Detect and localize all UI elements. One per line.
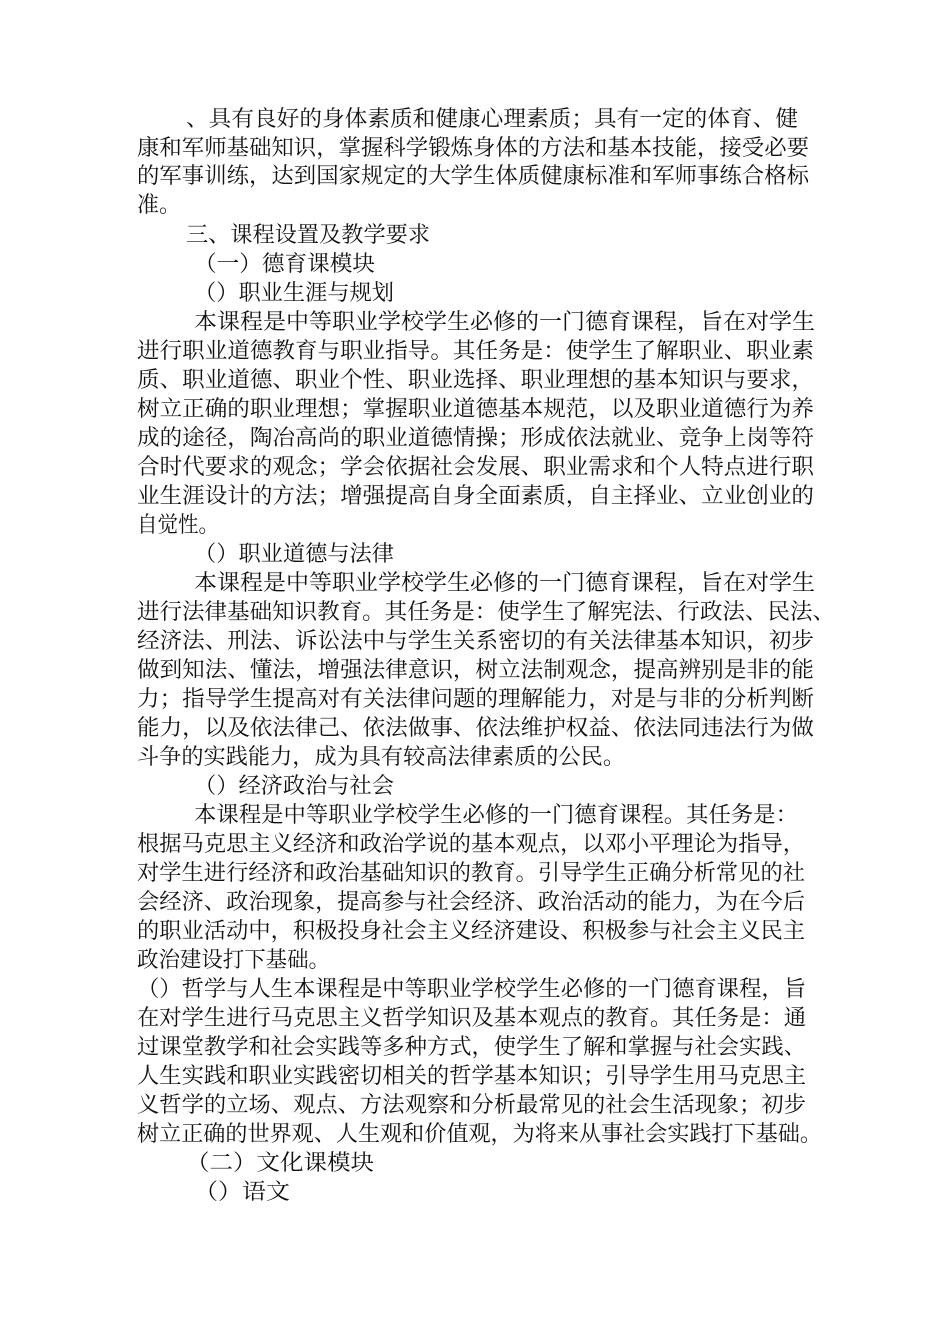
- text-line: 的军事训练，达到国家规定的大学生体质健康标准和军师事练合格标: [137, 164, 810, 189]
- module-heading: （二）文化课模块: [186, 1151, 375, 1176]
- text-line: 做到知法、懂法，增强法律意识，树立法制观念，提高辨别是非的能: [137, 658, 815, 683]
- text-line: 树立正确的世界观、人生观和价值观，为将来从事社会实践打下基础。: [137, 1122, 823, 1147]
- text-line: 人生实践和职业实践密切相关的哲学基本知识；引导学生用马克思主: [137, 1064, 807, 1089]
- text-line: 义哲学的立场、观点、方法观察和分析最常见的社会生活现象；初步: [137, 1093, 807, 1118]
- course-heading: （）职业生涯与规划: [194, 281, 395, 306]
- text-line: 准。: [137, 193, 182, 218]
- module-heading: （一）德育课模块: [194, 252, 376, 277]
- text-line: 经济法、刑法、诉讼法中与学生关系密切的有关法律基本知识，初步: [137, 629, 815, 654]
- text-line: 质、职业道德、职业个性、职业选择、职业理想的基本知识与要求，: [137, 368, 815, 393]
- text-line: 进行法律基础知识教育。其任务是：使学生了解宪法、行政法、民法、: [137, 600, 836, 625]
- text-line: 本课程是中等职业学校学生必修的一门德育课程，旨在对学生: [194, 571, 816, 596]
- text-line: 业生涯设计的方法；增强提高自身全面素质，自主择业、立业创业的: [137, 484, 815, 509]
- text-line: 的职业活动中，积极投身社会主义经济建设、积极参与社会主义民主: [137, 919, 806, 944]
- text-line: 对学生进行经济和政治基础知识的教育。引导学生正确分析常见的社: [137, 861, 806, 886]
- text-line: 、具有良好的身体素质和健康心理素质；具有一定的体育、健: [186, 107, 799, 132]
- text-line: 力；指导学生提高对有关法律问题的理解能力，对是与非的分析判断: [137, 687, 815, 712]
- text-line: 本课程是中等职业学校学生必修的一门德育课程。其任务是：: [194, 803, 799, 828]
- text-line: 康和军师基础知识，掌握科学锻炼身体的方法和基本技能，接受必要: [137, 136, 810, 161]
- text-line: 在对学生进行马克思主义哲学知识及基本观点的教育。其任务是：通: [137, 1006, 807, 1031]
- course-heading: （）经济政治与社会: [194, 774, 395, 799]
- text-line: 进行职业道德教育与职业指导。其任务是：使学生了解职业、职业素: [137, 339, 815, 364]
- text-line: 合时代要求的观念；学会依据社会发展、职业需求和个人特点进行职: [137, 455, 815, 480]
- course-heading: （）职业道德与法律: [194, 542, 395, 567]
- text-line: 斗争的实践能力，成为具有较高法律素质的公民。: [137, 745, 626, 770]
- section-heading: 三、课程设置及教学要求: [186, 223, 431, 248]
- text-line: 根据马克思主义经济和政治学说的基本观点，以邓小平理论为指导，: [137, 832, 806, 857]
- text-line: 树立正确的职业理想；掌握职业道德基本规范，以及职业道德行为养: [137, 397, 815, 422]
- text-line: 自觉性。: [137, 513, 220, 538]
- text-line: （）哲学与人生本课程是中等职业学校学生必修的一门德育课程，旨: [137, 977, 807, 1002]
- course-heading: （）语文: [194, 1180, 291, 1205]
- text-line: 成的途径，陶冶高尚的职业道德情操；形成依法就业、竞争上岗等符: [137, 426, 815, 451]
- text-line: 会经济、政治现象，提高参与社会经济、政治活动的能力，为在今后: [137, 890, 806, 915]
- text-line: 政治建设打下基础。: [137, 948, 331, 973]
- text-line: 能力，以及依法律己、依法做事、依法维护权益、依法同违法行为做: [137, 716, 815, 741]
- text-line: 过课堂教学和社会实践等多种方式，使学生了解和掌握与社会实践、: [137, 1035, 807, 1060]
- text-line: 本课程是中等职业学校学生必修的一门德育课程，旨在对学生: [194, 310, 816, 335]
